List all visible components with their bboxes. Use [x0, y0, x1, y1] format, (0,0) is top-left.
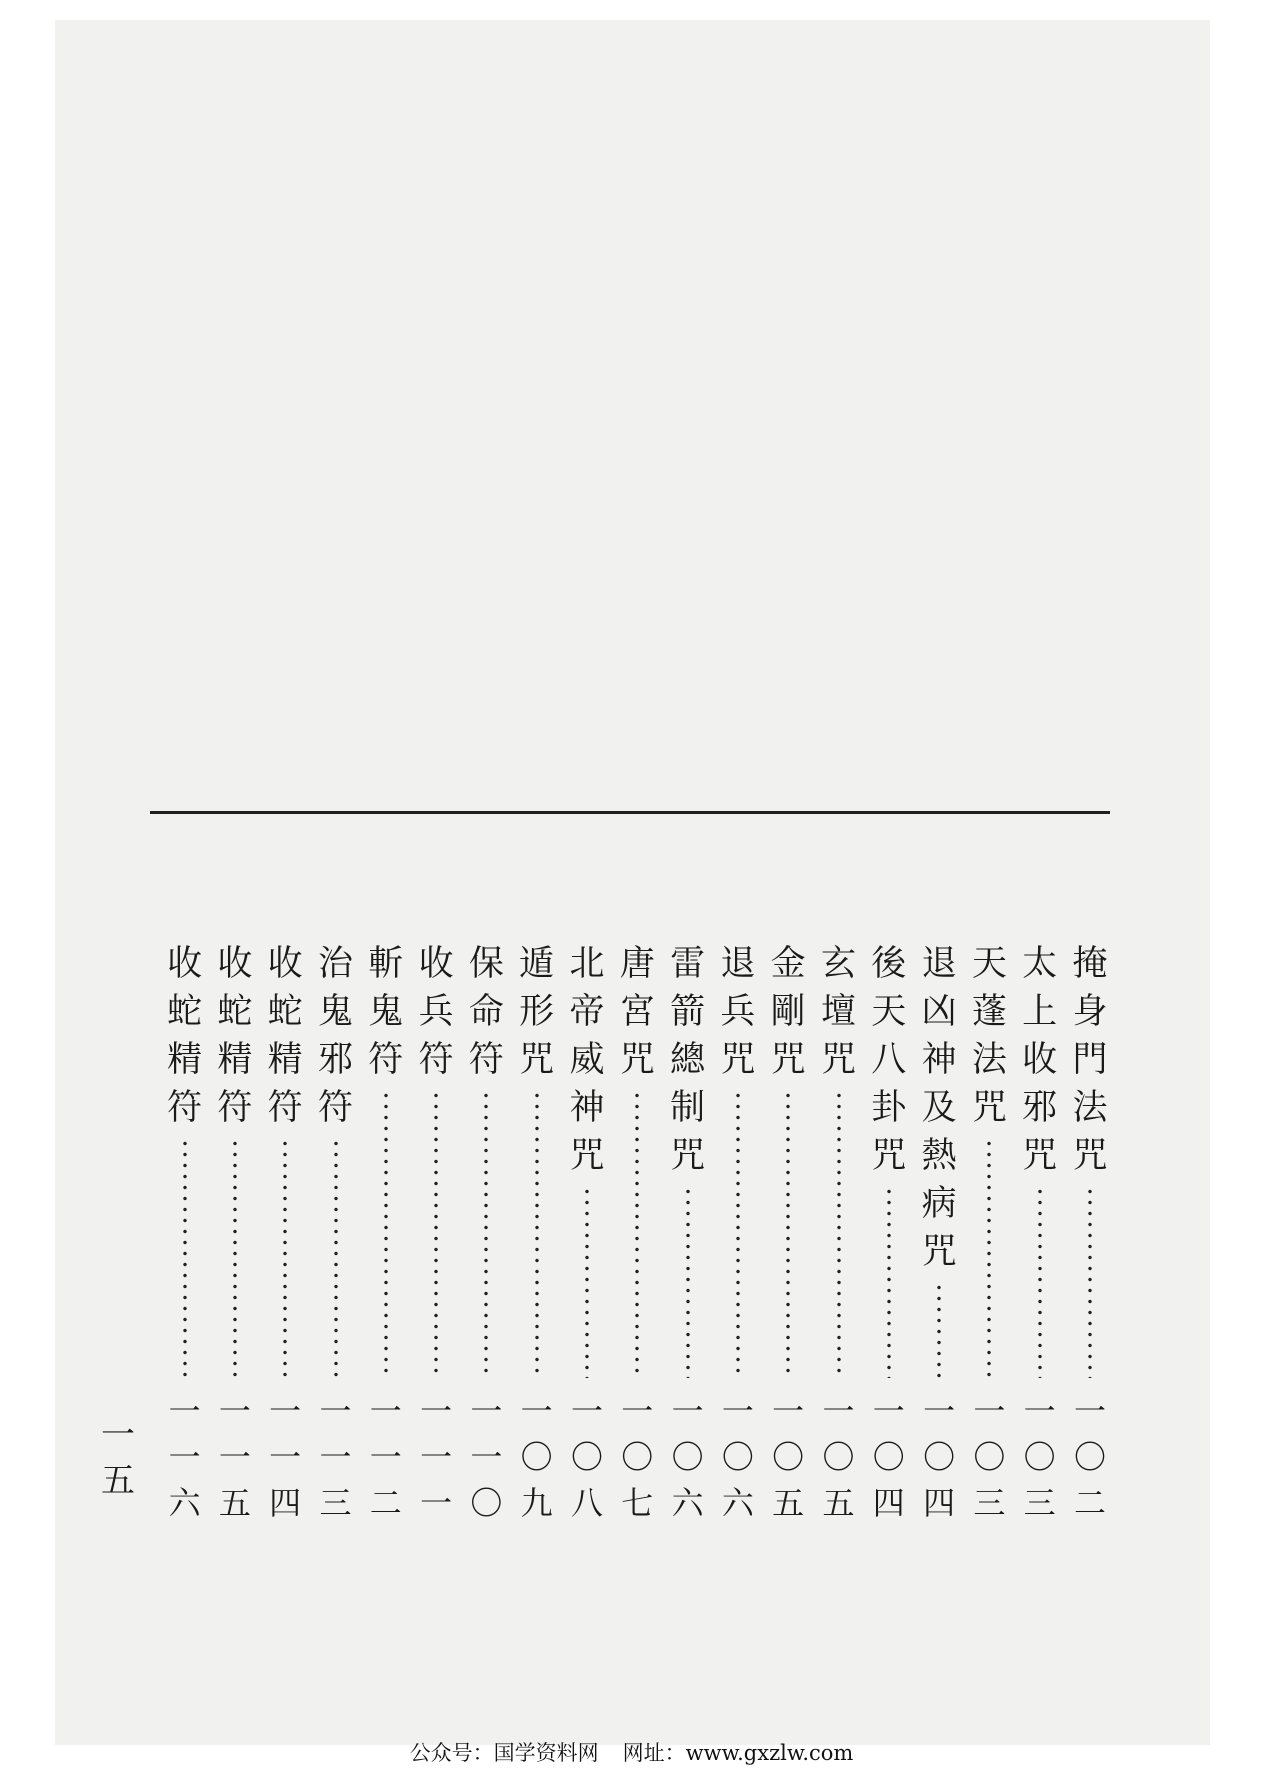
toc-entry	[966, 940, 1012, 1520]
toc-entry-title: 斬 鬼 符	[368, 944, 404, 1080]
toc-entry-page: 一 一 四	[269, 1392, 302, 1522]
toc-entry-page: 一 一 三	[319, 1392, 352, 1522]
toc-entry	[1017, 940, 1063, 1520]
dot-leader	[736, 1090, 740, 1378]
toc-entry	[514, 940, 560, 1520]
toc-entry-page: 一 〇 五	[772, 1392, 805, 1522]
dot-leader	[686, 1186, 690, 1378]
toc-entry	[564, 940, 610, 1520]
dot-leader	[1088, 1186, 1092, 1378]
toc-entry-title: 退 兵 咒	[720, 944, 756, 1080]
toc-entry-page: 一 〇 九	[520, 1392, 553, 1522]
dot-leader	[334, 1138, 338, 1378]
toc-entry-page: 一 一 六	[168, 1392, 201, 1522]
dot-leader	[585, 1186, 589, 1378]
footer-account: 公众号：国学资料网	[409, 1741, 599, 1765]
toc-entry-title: 太 上 收 邪 咒	[1022, 944, 1058, 1176]
toc-entry	[363, 940, 409, 1520]
dot-leader	[887, 1186, 891, 1378]
toc-entry-title: 收 蛇 精 符	[167, 944, 203, 1128]
toc-entry-page: 一 〇 四	[872, 1392, 905, 1522]
toc-entry	[1067, 940, 1113, 1520]
toc-entry-page: 一 一 〇	[470, 1392, 503, 1522]
toc-entry-title: 收 兵 符	[418, 944, 454, 1080]
dot-leader	[535, 1090, 539, 1378]
toc-entry-page: 一 一 一	[420, 1392, 453, 1522]
footer-website: 网址：www.gxzlw.com	[622, 1741, 854, 1765]
toc-entry	[413, 940, 459, 1520]
toc-entry-title: 天 蓬 法 咒	[971, 944, 1007, 1128]
dot-leader	[283, 1138, 287, 1378]
toc-entry-title: 後 天 八 卦 咒	[871, 944, 907, 1176]
toc-entry-title: 治 鬼 邪 符	[317, 944, 353, 1128]
dot-leader	[183, 1138, 187, 1378]
toc-entry-page: 一 一 五	[218, 1392, 251, 1522]
toc-entry	[614, 940, 660, 1520]
toc-entry-page: 一 一 二	[369, 1392, 402, 1522]
toc-entry-page: 一 〇 三	[1023, 1392, 1056, 1522]
dot-leader	[937, 1282, 941, 1378]
toc-entry-title: 掩 身 門 法 咒	[1072, 944, 1108, 1176]
toc-entry-title: 雷 箭 總 制 咒	[670, 944, 706, 1176]
toc-entry-title: 收 蛇 精 符	[267, 944, 303, 1128]
toc-entry-title: 遁 形 咒	[519, 944, 555, 1080]
toc-entry	[816, 940, 862, 1520]
toc-entry-title: 玄 壇 咒	[820, 944, 856, 1080]
dot-leader	[434, 1090, 438, 1378]
toc-entry-title: 唐 宮 咒	[619, 944, 655, 1080]
toc-entry-title: 北 帝 威 神 咒	[569, 944, 605, 1176]
toc-entry-page: 一 〇 七	[621, 1392, 654, 1522]
toc-entry-title: 保 命 符	[468, 944, 504, 1080]
page-folio: 一 五	[101, 1415, 135, 1501]
toc-entry	[715, 940, 761, 1520]
toc-entry-title: 金 剛 咒	[770, 944, 806, 1080]
dot-leader	[1038, 1186, 1042, 1378]
toc-entry-page: 一 〇 四	[923, 1392, 956, 1522]
toc-entry	[866, 940, 912, 1520]
dot-leader	[484, 1090, 488, 1378]
toc-entry	[313, 940, 359, 1520]
footer	[0, 1737, 1263, 1767]
dot-leader	[384, 1090, 388, 1378]
dot-leader	[987, 1138, 991, 1378]
toc-entry	[212, 940, 258, 1520]
toc-entry	[463, 940, 509, 1520]
toc-entry-page: 一 〇 五	[822, 1392, 855, 1522]
toc-entry-page: 一 〇 六	[671, 1392, 704, 1522]
toc-entry-page: 一 〇 三	[973, 1392, 1006, 1522]
toc-entry-page: 一 〇 八	[570, 1392, 603, 1522]
toc-entry-page: 一 〇 二	[1073, 1392, 1106, 1522]
toc-entry	[162, 940, 208, 1520]
toc-entry-page: 一 〇 六	[721, 1392, 754, 1522]
dot-leader	[786, 1090, 790, 1378]
dot-leader	[837, 1090, 841, 1378]
toc-entry-title: 收 蛇 精 符	[217, 944, 253, 1128]
toc-entry	[665, 940, 711, 1520]
toc-entry	[765, 940, 811, 1520]
toc-entry	[262, 940, 308, 1520]
toc-entry-title: 退 凶 神 及 熱 病 咒	[921, 944, 957, 1272]
dot-leader	[635, 1090, 639, 1378]
toc-entry	[916, 940, 962, 1520]
dot-leader	[233, 1138, 237, 1378]
